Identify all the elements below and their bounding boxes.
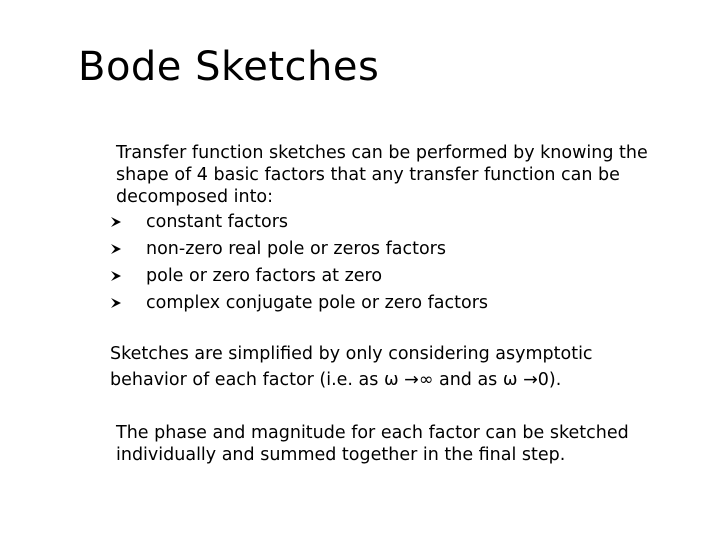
asymptotic-paragraph: Sketches are simplified by only considering asymptotic behavior of each factor (i.e. as ω →∞ and as ω →0). (110, 344, 593, 390)
list-item-label: non-zero real pole or zeros factors (146, 238, 446, 259)
summation-paragraph: The phase and magnitude for each factor can be sketched individually and summed together in the final step. (116, 423, 629, 465)
slide-title: Bode Sketches (78, 44, 380, 90)
list-item (110, 235, 488, 262)
list-item (110, 289, 488, 316)
arrowhead-bullet-icon (110, 216, 122, 228)
arrowhead-bullet-icon (110, 243, 122, 255)
list-item-label: complex conjugate pole or zero factors (146, 292, 489, 313)
factor-list (110, 208, 488, 316)
intro-paragraph: Transfer function sketches can be performed by knowing the shape of 4 basic factors that any transfer function can be decomposed into: (116, 143, 648, 207)
list-item-label: pole or zero factors at zero (146, 265, 383, 286)
arrowhead-bullet-icon (110, 270, 122, 282)
list-item (110, 262, 488, 289)
arrowhead-bullet-icon (110, 297, 122, 309)
list-item (110, 208, 488, 235)
list-item-label: constant factors (146, 211, 289, 232)
